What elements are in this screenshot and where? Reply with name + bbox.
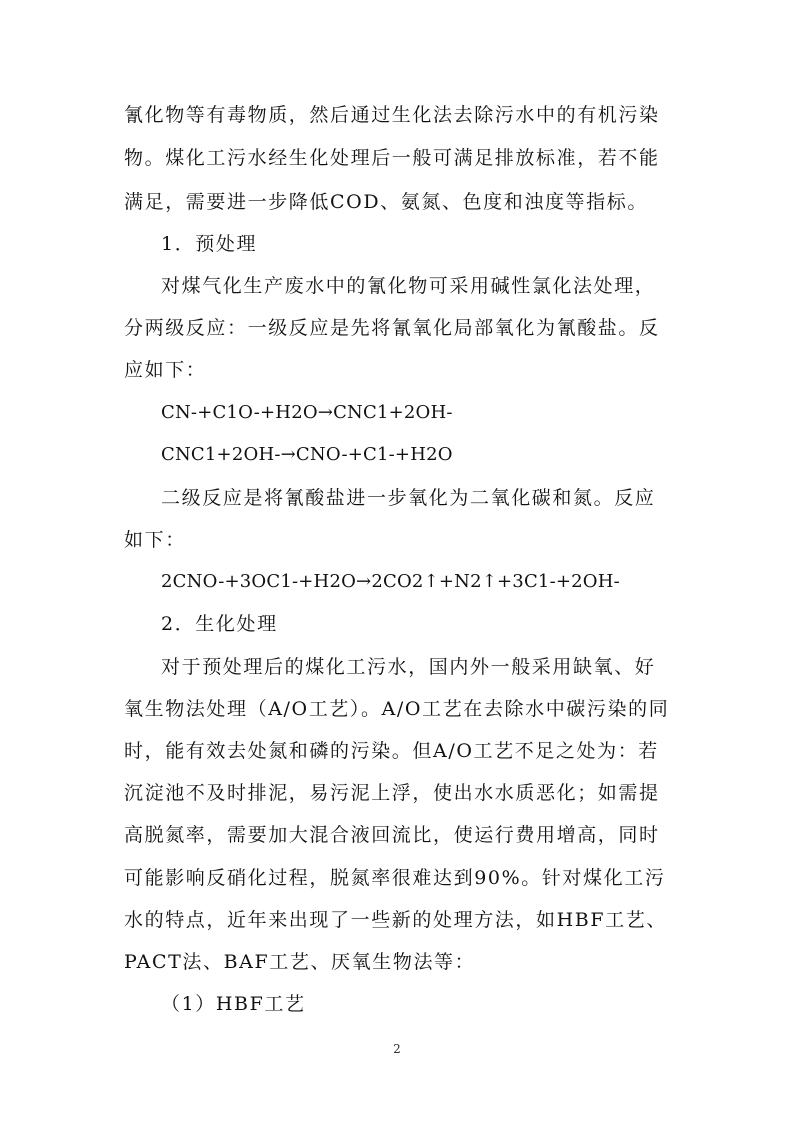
paragraph-line: PACT法、BAF工艺、厌氧生物法等：	[124, 951, 476, 973]
paragraph-line: 可能影响反硝化过程，脱氮率很难达到90%。针对煤化工污	[124, 867, 666, 889]
paragraph-line: 物。煤化工污水经生化处理后一般可满足排放标准，若不能	[124, 147, 660, 169]
paragraph-line: 对煤气化生产废水中的氰化物可采用碱性氯化法处理，	[161, 275, 656, 297]
paragraph-line: 应如下：	[124, 359, 207, 381]
paragraph-line: 氧生物法处理（A/O工艺）。A/O工艺在去除水中碳污染的同	[124, 698, 670, 720]
paragraph-line: 沉淀池不及时排泥，易污泥上浮，使出水水质恶化；如需提	[124, 782, 660, 804]
paragraph-line: 水的特点，近年来出现了一些新的处理方法，如HBF工艺、	[124, 909, 667, 931]
paragraph-line: 二级反应是将氰酸盐进一步氧化为二氧化碳和氮。反应	[161, 487, 656, 509]
paragraph-line: 氰化物等有毒物质，然后通过生化法去除污水中的有机污染	[124, 104, 660, 126]
chemical-equation: CNC1+2OH-→CNO-+C1-+H2O	[161, 444, 453, 465]
paragraph-line: 高脱氮率，需要加大混合液回流比，使运行费用增高，同时	[124, 824, 660, 846]
paragraph-line: 如下：	[124, 529, 186, 551]
paragraph-line: 时，能有效去处氮和磷的污染。但A/O工艺不足之处为：若	[124, 740, 659, 762]
section-heading: 2．生化处理	[161, 613, 278, 635]
chemical-equation: 2CNO-+3OC1-+H2O→2CO2↑+N2↑+3C1-+2OH-	[161, 571, 620, 592]
chemical-equation: CN-+C1O-+H2O→CNC1+2OH-	[161, 402, 453, 423]
section-heading: 1．预处理	[161, 233, 258, 255]
page-number: 2	[393, 1042, 401, 1056]
subsection-heading: （1）HBF工艺	[161, 993, 306, 1015]
paragraph-line: 满足，需要进一步降低COD、氨氮、色度和浊度等指标。	[124, 191, 648, 213]
paragraph-line: 对于预处理后的煤化工污水，国内外一般采用缺氧、好	[161, 656, 656, 678]
paragraph-line: 分两级反应：一级反应是先将氰氧化局部氧化为氰酸盐。反	[124, 317, 660, 339]
